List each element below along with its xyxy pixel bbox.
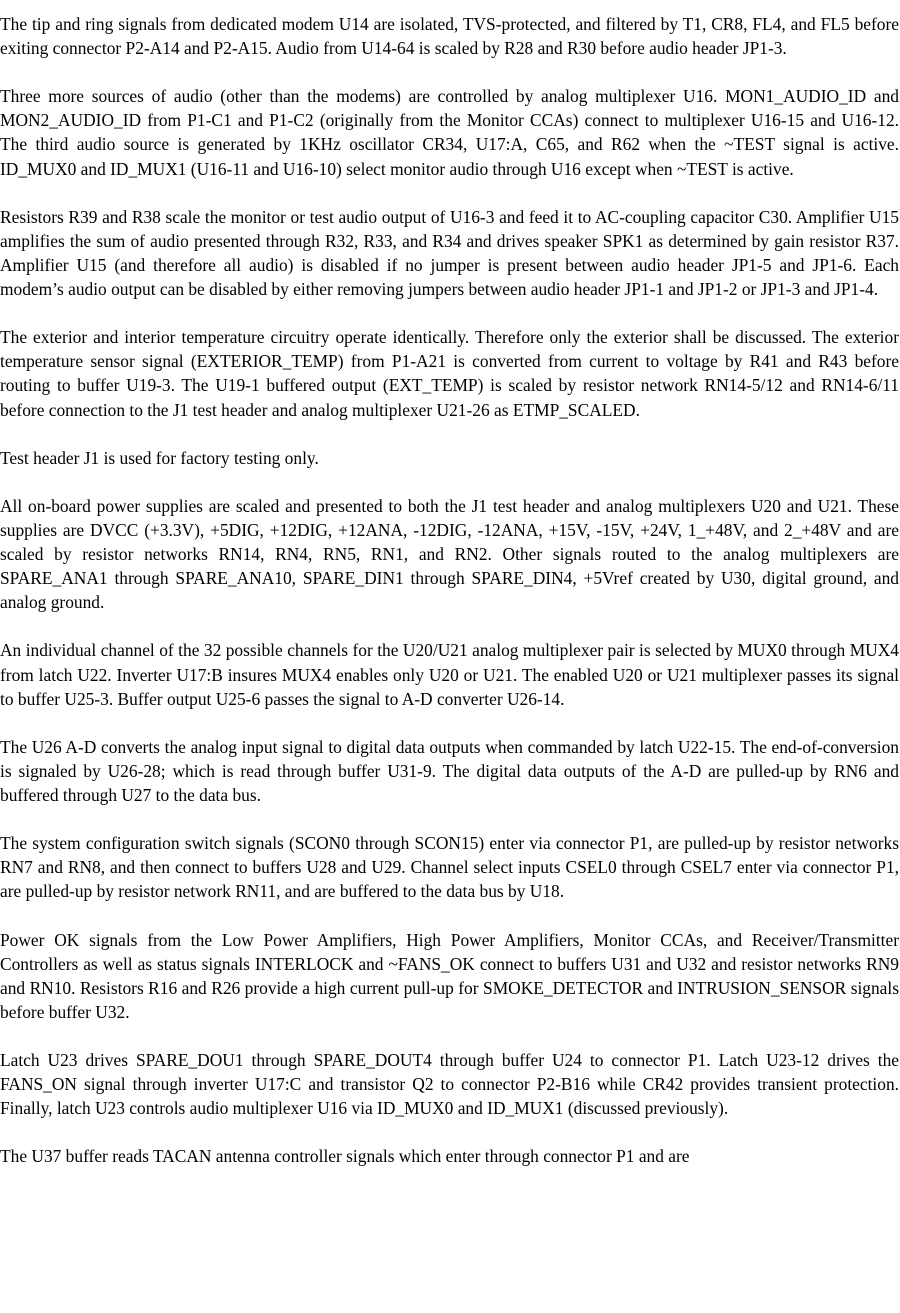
paragraph-latch-u23: Latch U23 drives SPARE_DOU1 through SPARE_DOUT4 through buffer U24 to connector P1. Latch U23-12 drives the FANS_ON signal through inverter U17:C and transistor Q2 to connector P2-B16 while CR42 provides transient protection. Finally, latch U23 controls audio multiplexer U16 via ID_MUX0 and ID_MUX1 (discussed previously). [0,1050,899,1119]
paragraph-power-ok-signals: Power OK signals from the Low Power Amplifiers, High Power Amplifiers, Monitor CCAs, and Receiver/Transmitter Controllers as well as status signals INTERLOCK and ~FANS_OK connect to buffers U31 and U32 and resistor networks RN9 and RN10. Resistors R16 and R26 provide a high current pull-up for SMOKE_DETECTOR and INTRUSION_SENSOR signals before buffer U32. [0,929,899,1022]
paragraph-configuration-switches: The system configuration switch signals (SCON0 through SCON15) enter via connector P1, are pulled-up by resistor networks RN7 and RN8, and then connect to buffers U28 and U29. Channel select inputs CSEL0 through CSEL7 enter via connector P1, are pulled-up by resistor network RN11, and are buffered to the data bus by U18. [0,833,899,902]
paragraph-modem-tip-ring: The tip and ring signals from dedicated modem U14 are isolated, TVS-protected, and filtered by T1, CR8, FL4, and FL5 before exiting connector P2-A14 and P2-A15. Audio from U14-64 is scaled by R28 and R30 before audio header JP1-3. [0,14,899,59]
paragraph-ad-converter: The U26 A-D converts the analog input signal to digital data outputs when commanded by latch U22-15. The end-of-conversion is signaled by U26-28; which is read through buffer U31-9. The digital data outputs of the A-D are pulled-up by RN6 and buffered through U27 to the data bus. [0,736,899,805]
paragraph-audio-sources: Three more sources of audio (other than the modems) are controlled by analog multiplexer U16. MON1_AUDIO_ID and MON2_AUDIO_ID from P1-C1 and P1-C2 (originally from the Monitor CCAs) connect to multiplexer U16-15 and U16-12. The third audio source is generated by 1KHz oscillator CR34, U17:A, C65, and R62 when the ~TEST signal is active. ID_MUX0 and ID_MUX1 (U16-11 and U16-10) select monitor audio through U16 except when ~TEST is active. [0,86,899,179]
paragraph-temperature-circuitry: The exterior and interior temperature circuitry operate identically. Therefore only the exterior shall be discussed. The exterior temperature sensor signal (EXTERIOR_TEMP) from P1-A21 is converted from current to voltage by R41 and R43 before routing to buffer U19-3. The U19-1 buffered output (EXT_TEMP) is scaled by resistor network RN14-5/12 and RN14-6/11 before connection to the J1 test header and analog multiplexer U21-26 as ETMP_SCALED. [0,327,899,420]
paragraph-test-header: Test header J1 is used for factory testing only. [0,447,319,468]
paragraph-tacan-buffer: The U37 buffer reads TACAN antenna controller signals which enter through connector P1 and are [0,1146,690,1167]
document-body [0,12,899,1193]
paragraph-power-supplies: All on-board power supplies are scaled and presented to both the J1 test header and analog multiplexers U20 and U21. These supplies are DVCC (+3.3V), +5DIG, +12DIG, +12ANA, -12DIG, -12ANA, +15V, -15V, +24V, 1_+48V, and 2_+48V and are scaled by resistor networks RN14, RN4, RN5, RN1, and RN2. Other signals routed to the analog multiplexers are SPARE_ANA1 through SPARE_ANA10, SPARE_DIN1 through SPARE_DIN4, +5Vref created by U30, digital ground, and analog ground. [0,495,899,613]
paragraph-multiplexer-channels: An individual channel of the 32 possible channels for the U20/U21 analog multiplexer pair is selected by MUX0 through MUX4 from latch U22. Inverter U17:B insures MUX4 enables only U20 or U21. The enabled U20 or U21 multiplexer passes its signal to buffer U25-3. Buffer output U25-6 passes the signal to A-D converter U26-14. [0,640,899,709]
paragraph-audio-amplifier: Resistors R39 and R38 scale the monitor or test audio output of U16-3 and feed it to AC-coupling capacitor C30. Amplifier U15 amplifies the sum of audio presented through R32, R33, and R34 and drives speaker SPK1 as determined by gain resistor R37. Amplifier U15 (and therefore all audio) is disabled if no jumper is present between audio header JP1-5 and JP1-6. Each modem’s audio output can be disabled by either removing jumpers between audio header JP1-1 and JP1-2 or JP1-3 and JP1-4. [0,206,899,300]
